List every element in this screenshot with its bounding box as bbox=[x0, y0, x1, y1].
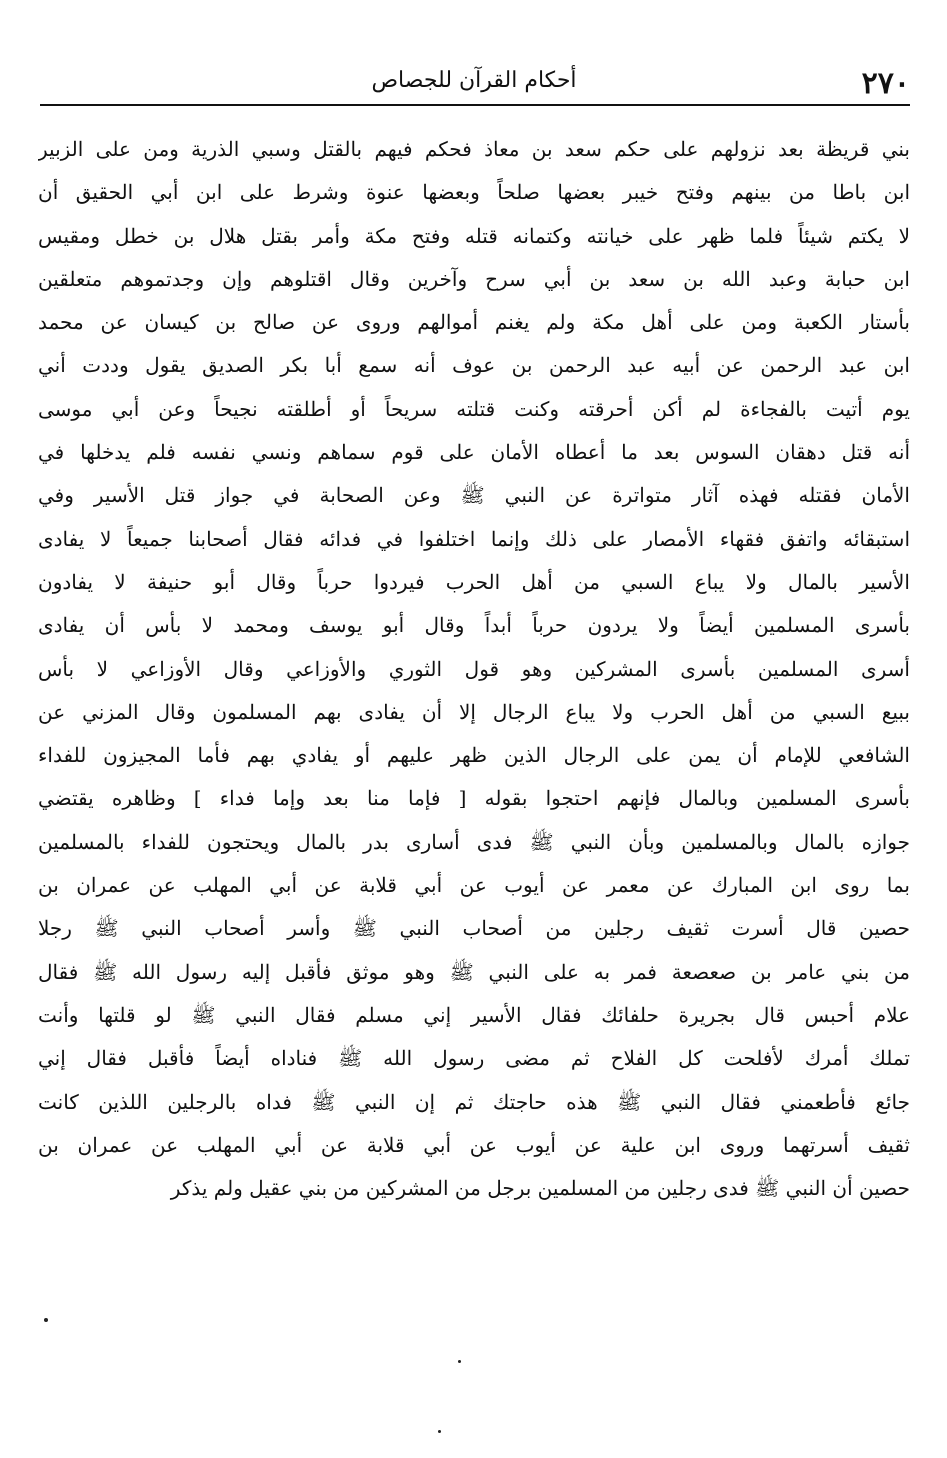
text-line: لا يكتم شيئاً فلما ظهر على خيانته وكتمانه قتله وفتح مكة وأمر بقتل هلال بن خطل ومقيس bbox=[38, 223, 910, 248]
text-line: جوازه بالمال وبالمسلمين وبأن النبي ﷺ فدى أسارى بدر بالمال ويحتجون للفداء بالمسلمين bbox=[38, 829, 910, 854]
text-line: ابن عبد الرحمن عن أبيه عبد الرحمن بن عوف أنه سمع أبا بكر الصديق يقول وددت أني bbox=[38, 353, 910, 378]
text-line: ابن حبابة وعبد الله بن سعد بن أبي سرح وآخرين وقال اقتلوهم وإن وجدتموهم متعلقين bbox=[38, 266, 910, 291]
text-line: من بني عامر بن صعصعة فمر به على النبي ﷺ وهو موثق فأقبل إليه رسول الله ﷺ فقال bbox=[38, 959, 910, 984]
running-title: أحكام القرآن للجصاص bbox=[371, 68, 577, 93]
text-line: بما روى ابن المبارك عن معمر عن أيوب عن أبي قلابة عن أبي المهلب عن عمران بن bbox=[38, 873, 910, 898]
text-line: حصين قال أسرت ثقيف رجلين من أصحاب النبي ﷺ وأسر أصحاب النبي ﷺ رجلا bbox=[38, 916, 910, 941]
text-line: حصين أن النبي ﷺ فدى رجلين من المسلمين برجل من المشركين من بني عقيل ولم يذكر bbox=[170, 1176, 910, 1201]
body-text bbox=[38, 128, 910, 1210]
text-line: الأمان فقتله فهذه آثار متواترة عن النبي ﷺ وعن الصحابة في جواز قتل الأسير وفي bbox=[38, 483, 910, 508]
text-line: الأسير بالمال ولا يباع السبي من أهل الحرب فيردوا حرباً وقال أبو حنيفة لا يفادون bbox=[38, 569, 910, 594]
text-line: ثقيف أسرتهما وروى ابن علية عن أيوب عن أبي قلابة عن أبي المهلب عن عمران بن bbox=[38, 1132, 910, 1157]
page-header bbox=[38, 62, 910, 102]
text-line: الشافعي للإمام أن يمن على الرجال الذين ظهر عليهم أو يفادي بهم فأما المجيزون للفداء bbox=[38, 743, 910, 768]
text-line: جائع فأطعمني فقال النبي ﷺ هذه حاجتك ثم إن النبي ﷺ فداه بالرجلين اللذين كانت bbox=[38, 1089, 910, 1114]
text-line: علام أحبس قال بجريرة حلفائك فقال الأسير إني مسلم فقال النبي ﷺ لو قلتها وأنت bbox=[38, 1002, 910, 1027]
text-line: يوم أتيت بالفجاءة لم أكن أحرقته وكنت قتلته سريحاً أو أطلقته نجيحاً وعن أبي موسى bbox=[38, 396, 910, 421]
page-number: ٢٧٠ bbox=[861, 66, 910, 101]
text-line: بأسرى المسلمين وبالمال فإنهم احتجوا بقوله [ فإما منا بعد وإما فداء ] وظاهره يقتضي bbox=[38, 786, 910, 811]
text-line: أنه قتل دهقان السوس بعد ما أعطاه الأمان على قوم سماهم ونسي نفسه فلم يدخلها في bbox=[38, 440, 910, 465]
text-line: تملك أمرك لأفلحت كل الفلاح ثم مضى رسول الله ﷺ فناداه أيضاً فأقبل فقال إني bbox=[38, 1046, 910, 1071]
scan-speck bbox=[458, 1360, 461, 1363]
scan-speck bbox=[44, 1318, 48, 1322]
text-line: ببيع السبي من أهل الحرب ولا يباع الرجال إلا أن يفادى بهم المسلمون وقال المزني عن bbox=[38, 699, 910, 724]
text-line: ابن باطا من بينهم وفتح خيبر بعضها صلحاً وبعضها عنوة وشرط على ابن أبي الحقيق أن bbox=[38, 180, 910, 205]
scan-speck bbox=[438, 1430, 441, 1433]
header-rule bbox=[40, 104, 910, 106]
text-line: بأسرى المسلمين أيضاً ولا يردون حرباً أبداً وقال أبو يوسف ومحمد لا بأس أن يفادى bbox=[38, 613, 910, 638]
text-line: بني قريظة بعد نزولهم على حكم سعد بن معاذ فحكم فيهم بالقتل وسبي الذرية ومن على الزبير bbox=[38, 137, 910, 161]
text-line: استبقائه واتفق فقهاء الأمصار على ذلك وإنما اختلفوا في فدائه فقال أصحابنا جميعاً لا يفادى bbox=[38, 526, 910, 551]
text-line: بأستار الكعبة ومن على أهل مكة ولم يغنم أموالهم وروى عن صالح بن كيسان عن محمد bbox=[38, 310, 910, 335]
text-line: أسرى المسلمين بأسرى المشركين وهو قول الثوري والأوزاعي وقال الأوزاعي لا بأس bbox=[38, 656, 910, 681]
